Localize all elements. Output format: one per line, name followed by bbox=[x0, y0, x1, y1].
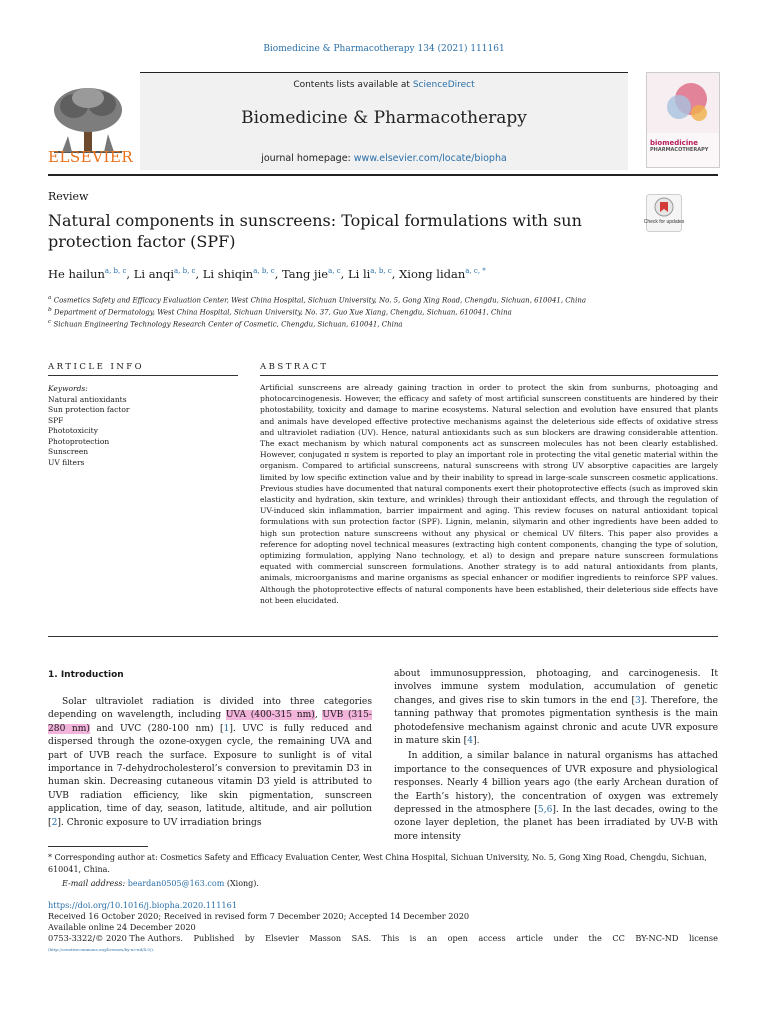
affiliation: $^a$ Cosmetics Safety and Efficacy Evaluation Center, West China Hospital, Sichuan University, No. 5, Gong Xing Road, Chengdu, Sichuan, 610041, China bbox=[48, 295, 587, 305]
cover-title-line-1: biomedicine bbox=[650, 139, 698, 147]
reference-link[interactable]: 3 bbox=[635, 695, 641, 706]
section-heading-introduction: 1. Introduction bbox=[48, 670, 124, 680]
cover-title bbox=[650, 140, 718, 154]
homepage-prefix: journal homepage: bbox=[261, 153, 354, 164]
reference-link[interactable]: 1 bbox=[223, 723, 230, 734]
contents-prefix: Contents lists available at bbox=[293, 80, 413, 90]
license-link[interactable]: (http://creativecommons.org/licenses/by-nc-nd/4.0/). bbox=[48, 947, 155, 952]
license-line: 0753-3322/© 2020 The Authors. Published by Elsevier Masson SAS. This is an open access article under the CC BY-NC-ND license bbox=[48, 933, 718, 943]
intro-paragraph: about immunosuppression, photoaging, and carcinogenesis. It involves immune system modulation, accumulation of genetic changes, and gives rise to skin tumors in the end [3]. Therefore, the tanning pathway that promotes pigmentation synthesis is the main photodefensive mechanism against chronic and acute UVR exposure in mature skin [4]. bbox=[394, 669, 718, 747]
abstract-rule bbox=[260, 375, 718, 376]
abstract-body: Artificial sunscreens are already gaining traction in order to protect the skin from sunburns, photoaging and photocarcinogenesis. However, the efficacy and safety of most artificial sunscreen constituents are hindered by their photostability, toxicity and damage to marine ecosystems. Natural selection and evolution have ensured that plants and animals have developed effective protective mechanisms against the deleterious side effects of oxidative stress and ultraviolet radiation (UV). Hence, natural antioxidants such as sun blockers are drawing considerable attention. The exact mechanism by which natural components act as sunscreen molecules has not been clearly established. However, conjugated π system is reported to play an important role in protecting the vital genetic material within the organism. Compared to artificial sunscreens, natural sunscreens with strong UV absorptive capacities are largely limited by low specific extinction value and by their inability to spread in large-scale sunscreen cosmetic applications. Previous studies have documented that natural components exert their photoprotective effects (such as improved skin elasticity and hydration, skin texture, and wrinkles) through their antioxidant effects, and through the regulation of UV-induced skin inflammation, barrier impairment and aging. This review focuses on natural antioxidant topical formulations with sun protection factor (SPF). Lignin, melanin, silymarin and other ingredients have been added to high sun protection nature sunscreens without any physical or chemical UV filters. This paper also provides a reference for adopting novel technical measures (extracting high content components, changing the type of solution, optimizing formulation, applying Nano technology, et al) to design and prepare nature sunscreen formulations equated with commercial sunscreen formulations. Another strategy is to add natural antioxidants from plants, animals, microorganisms and marine organisms as special enhancer or modifier ingredients to reinforce SPF values. Although the photoprotective effects of natural components have been established, their deleterious side effects have not been elucidated. bbox=[260, 383, 718, 605]
keyword: Phototoxicity bbox=[48, 426, 98, 435]
check-for-updates-icon[interactable] bbox=[643, 194, 685, 232]
paper-title: Natural components in sunscreens: Topical formulations with sun protection factor (SPF) bbox=[48, 211, 582, 251]
doi-link[interactable]: https://doi.org/10.1016/j.biopha.2020.111161 bbox=[48, 900, 238, 910]
elsevier-wordmark: ELSEVIER bbox=[48, 148, 134, 166]
author-list: He hailun$^{a, b, c}$, Li anqi$^{a, b, c}$, Li shiqin$^{a, b, c}$, Tang jie$^{a, c}$, Li li$^{a, b, c}$, Xiong lidan$^{a, c, *}$ bbox=[48, 267, 486, 281]
article-info-heading: ARTICLE INFO bbox=[48, 362, 145, 372]
article-metadata bbox=[48, 900, 718, 955]
reference-link[interactable]: 4 bbox=[467, 736, 474, 747]
author[interactable]: He hailun$^{a, b, c}$ bbox=[48, 267, 127, 281]
uvb-highlight: UVB (315-280 nm) bbox=[48, 710, 372, 734]
intro-right-column bbox=[394, 668, 718, 844]
uva-highlight: UVA (400-315 nm) bbox=[225, 710, 315, 721]
keyword: Sun protection factor bbox=[48, 405, 130, 414]
author[interactable]: Tang jie$^{a, c}$ bbox=[282, 267, 341, 281]
intro-paragraph: Solar ultraviolet radiation is divided into three categories depending on wavelength, including UVA (400-315 nm), UVB (315-280 nm) and UVC (280-100 nm) [1]. UVC is fully reduced and dispersed through the ozone-oxygen cycle, the remaining UVA and part of UVB reach the surface. Exposure to sunlight is of vital importance in 7-dehydrocholesterol’s conversion to previtamin D3 in human skin. Decreasing cutaneous vitamin D3 yield is attributed to UVB radiation efficiency, like skin pigmentation, sunscreen application, time of day, season, latitude, altitude, and air pollution [2]. Chronic exposure to UV irradiation brings bbox=[48, 697, 373, 828]
reference-link[interactable]: 2 bbox=[51, 817, 58, 828]
intro-left-column bbox=[48, 696, 372, 830]
journal-homepage-link[interactable]: www.elsevier.com/locate/biopha bbox=[353, 153, 507, 164]
keyword: UV filters bbox=[48, 457, 85, 467]
author[interactable]: Li shiqin$^{a, b, c}$ bbox=[202, 267, 275, 281]
author[interactable]: Li anqi$^{a, b, c}$ bbox=[133, 267, 196, 281]
keywords-label: Keywords: bbox=[48, 384, 88, 393]
abstract-bottom-rule bbox=[48, 636, 718, 637]
email-line: E-mail address: beardan0505@163.com (Xiong). bbox=[62, 879, 259, 888]
intro-paragraph: In addition, a similar balance in natural organisms has attached importance to the consequences of UVR exposure and physiological responses. Nearly 4 billion years ago (the early Archean duration of the Earth’s history), the concentration of oxygen was extremely depressed in the atmosphere [5,6]. In the last decades, owing to the ozone layer depletion, the planet has been irradiated by UV-B with more intensity bbox=[394, 751, 719, 842]
reference-link[interactable]: 5,6 bbox=[537, 805, 553, 816]
header-bottom-rule bbox=[48, 174, 718, 176]
email-link[interactable]: beardan0505@163.com bbox=[127, 879, 225, 888]
article-type: Review bbox=[48, 190, 89, 203]
check-updates-label: Check for updates bbox=[643, 219, 685, 225]
cover-art bbox=[647, 73, 719, 133]
keyword: Natural antioxidants bbox=[48, 394, 127, 404]
available-online: Available online 24 December 2020 bbox=[48, 922, 196, 932]
journal-homepage-line bbox=[140, 153, 628, 164]
author[interactable]: Li li$^{a, b, c}$ bbox=[347, 267, 392, 281]
journal-title: Biomedicine & Pharmacotherapy bbox=[241, 108, 527, 128]
keyword: Sunscreen bbox=[48, 447, 89, 456]
cover-title-line-2: PHARMACOTHERAPY bbox=[650, 147, 709, 153]
keywords-block bbox=[48, 384, 129, 468]
keyword: Photoprotection bbox=[48, 436, 110, 446]
contents-available-line bbox=[140, 80, 628, 90]
sciencedirect-link[interactable]: ScienceDirect bbox=[412, 80, 475, 90]
header-top-rule bbox=[140, 72, 628, 73]
footnote-rule bbox=[48, 846, 148, 847]
journal-citation[interactable]: Biomedicine & Pharmacotherapy 134 (2021) 111161 bbox=[263, 44, 505, 54]
affiliation: $^b$ Department of Dermatology, West China Hospital, Sichuan University, No. 37, Guo Xue Xiang, Chengdu, Sichuan, 610041, China bbox=[48, 307, 512, 317]
author[interactable]: Xiong lidan$^{a, c, *}$ bbox=[399, 267, 486, 281]
abstract-heading: ABSTRACT bbox=[260, 362, 329, 372]
affiliation: $^c$ Sichuan Engineering Technology Research Center of Cosmetic, Chengdu, Sichuan, 610041, China bbox=[48, 319, 403, 329]
email-label: E-mail address: bbox=[62, 879, 128, 888]
article-info-rule bbox=[48, 375, 238, 376]
received-dates: Received 16 October 2020; Received in revised form 7 December 2020; Accepted 14 December 2020 bbox=[48, 911, 470, 921]
keyword: SPF bbox=[48, 415, 64, 425]
corresponding-author-note: * Corresponding author at: Cosmetics Safety and Efficacy Evaluation Center, West China Hospital, Sichuan University, No. 5, Gong Xing Road, Chengdu, Sichuan, 610041, China. bbox=[48, 853, 707, 874]
